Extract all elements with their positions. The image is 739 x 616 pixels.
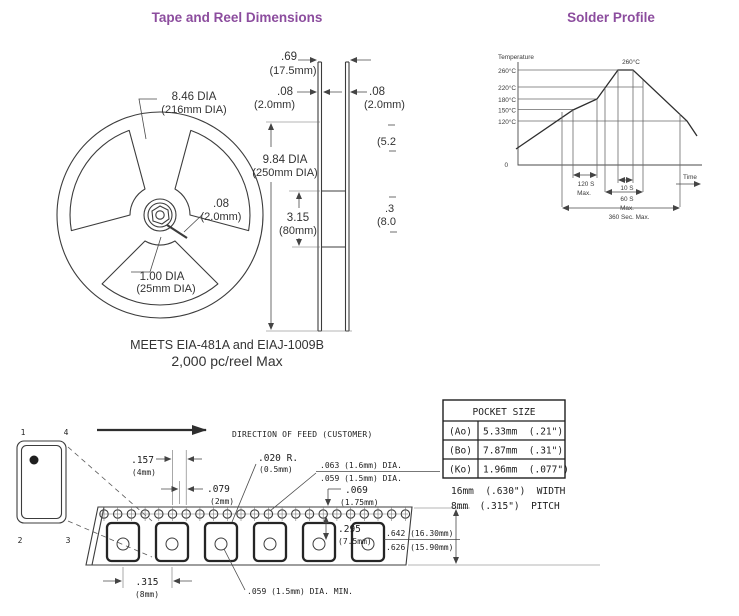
edge-distance-mm: (1.75mm) xyxy=(340,498,379,507)
reflow-duration-2: Max. xyxy=(620,205,634,212)
hole-to-pocket-in: .295 xyxy=(338,524,361,535)
tick-220: 220°C xyxy=(498,85,516,92)
pin4-label: 4 xyxy=(63,428,69,437)
side-flange-left-mm: (2.0mm) xyxy=(254,99,295,111)
tape-width-max: .642 (16.30mm) xyxy=(386,529,454,538)
total-duration: 360 Sec. Max. xyxy=(608,214,650,221)
pocket-size-table xyxy=(443,400,569,512)
side-hub-in: 3.15 xyxy=(286,212,310,224)
reel-outer-dia-in: 8.46 DIA xyxy=(171,91,217,103)
pocket-radius-in: .020 R. xyxy=(258,453,299,464)
peak-duration: 10 S xyxy=(620,185,634,192)
reflow-duration-1: 60 S xyxy=(620,196,634,203)
preheat-duration-2: Max. xyxy=(577,190,591,197)
reel-hub-dia-in: 1.00 DIA xyxy=(139,271,185,283)
pin3-label: 3 xyxy=(65,536,71,545)
page-title-left: Tape and Reel Dimensions xyxy=(151,10,323,25)
pin1-marker-dot xyxy=(30,456,39,465)
reel-hub-pin-in: .08 xyxy=(213,198,229,210)
pocket-table-key-ao: (Ao) xyxy=(449,426,472,438)
reel-hub-dia-mm: (25mm DIA) xyxy=(136,283,196,295)
side-flange-left-in: .08 xyxy=(277,86,293,98)
side-width-mm: (17.5mm) xyxy=(269,65,317,77)
pocket-pitch-mm: (8mm) xyxy=(134,590,160,599)
center-hole-note: .059 (1.5mm) DIA. MIN. xyxy=(247,587,353,596)
reel-capacity-note: 2,000 pc/reel Max xyxy=(171,353,283,369)
reel-standard-note: MEETS EIA-481A and EIAJ-1009B xyxy=(130,338,324,352)
hole-dia-max: .063 (1.6mm) DIA. xyxy=(320,461,402,470)
edge-distance-in: .069 xyxy=(345,485,368,496)
pocket-table-key-bo: (Bo) xyxy=(449,445,472,457)
reel-outer-dia-mm: (216mm DIA) xyxy=(161,104,227,116)
pocket-table-val-ao: 5.33mm (.21") xyxy=(483,426,564,438)
x-axis-label: Time xyxy=(683,174,697,181)
tick-260: 260°C xyxy=(498,68,516,75)
solder-profile-labels xyxy=(498,54,697,221)
pocket-table-val-bo: 7.87mm (.31") xyxy=(483,445,564,457)
pin2-label: 2 xyxy=(17,536,23,545)
tape-width-min: .626 (15.90mm) xyxy=(386,543,454,552)
preheat-duration-1: 120 S xyxy=(577,181,595,188)
hole-to-pocket-mm: (7.5mm) xyxy=(338,537,372,546)
tick-180: 180°C xyxy=(498,97,516,104)
y-axis-label: Temperature xyxy=(498,54,534,61)
feed-direction-label: DIRECTION OF FEED (CUSTOMER) xyxy=(232,430,373,439)
solder-profile-chart xyxy=(516,62,702,208)
hole-dia-min: .059 (1.5mm) DIA. xyxy=(320,474,402,483)
reel-hub-pin-mm: (2.0mm) xyxy=(200,211,242,223)
pitch-in: .157 xyxy=(131,455,154,466)
pin1-label: 1 xyxy=(20,428,26,437)
side-flange-right-mm: (2.0mm) xyxy=(364,99,405,111)
pocket-pitch-in: .315 xyxy=(135,577,159,588)
pocket-table-title: POCKET SIZE xyxy=(472,407,536,418)
half-pitch-in: .079 xyxy=(207,484,230,495)
side-outer-dia-mm: (250mm DIA) xyxy=(252,167,318,179)
peak-temp-label: 260°C xyxy=(622,59,640,66)
pocket-table-val-ko: 1.96mm (.077") xyxy=(483,464,569,476)
side-outer-dia-in: 9.84 DIA xyxy=(262,154,308,166)
side-clip-bottom-mm: (8.0 xyxy=(377,216,396,228)
reel-side-labels xyxy=(252,51,405,237)
page-title-right: Solder Profile xyxy=(567,10,655,25)
tick-0: 0 xyxy=(504,162,508,169)
side-hub-mm: (80mm) xyxy=(279,225,317,237)
pocket-table-key-ko: (Ko) xyxy=(449,464,472,476)
side-clip-top: (5.2 xyxy=(377,136,396,148)
side-clip-bottom-in: .3 xyxy=(385,203,395,215)
pocket-radius-mm: (0.5mm) xyxy=(259,465,293,474)
side-width-in: .69 xyxy=(281,51,297,63)
tick-120: 120°C xyxy=(498,119,516,126)
pitch-mm: (4mm) xyxy=(131,468,156,477)
tape-width-note: 16mm (.630") WIDTH xyxy=(451,486,566,497)
tick-150: 150°C xyxy=(498,107,516,115)
side-flange-right-in: .08 xyxy=(369,86,385,98)
half-pitch-mm: (2mm) xyxy=(210,497,235,506)
tape-pitch-note: 8mm (.315") PITCH xyxy=(451,501,560,512)
